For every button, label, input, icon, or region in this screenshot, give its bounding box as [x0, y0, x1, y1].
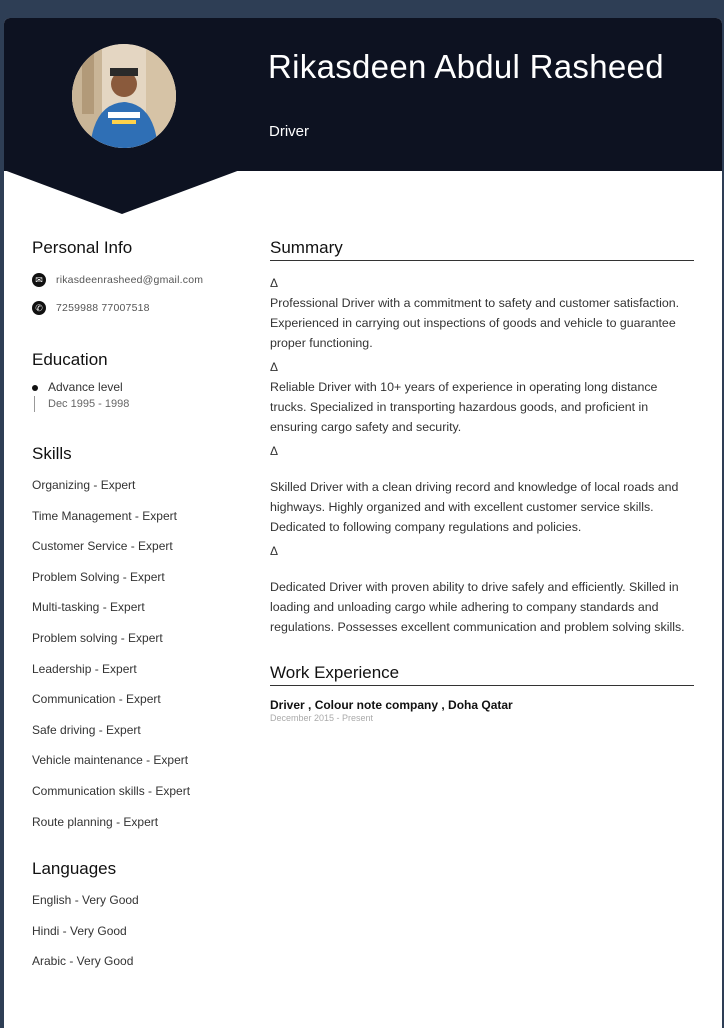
- skill-item: Problem solving - Expert: [32, 630, 163, 645]
- left-column: [32, 238, 242, 981]
- skill-item: Vehicle maintenance - Expert: [32, 753, 189, 768]
- language-item: English - Very Good: [32, 893, 139, 908]
- right-column: [270, 238, 694, 723]
- skills-title: Skills: [32, 444, 72, 463]
- skill-item: Safe driving - Expert: [32, 722, 141, 737]
- skill-item: Multi-tasking - Expert: [32, 600, 145, 615]
- education-name: Advance level: [48, 380, 123, 394]
- phone-icon: ✆: [32, 301, 46, 315]
- candidate-role: Driver: [269, 123, 309, 140]
- resume-page: [4, 18, 722, 1028]
- summary-mark: Δ: [270, 276, 279, 290]
- summary-paragraph: Professional Driver with a commitment to safety and customer satisfaction. Experienced in carrying out inspections of goods and vehicle to guarantee proper functioning.: [270, 296, 680, 350]
- skill-item: Organizing - Expert: [32, 478, 136, 492]
- email-icon: ✉: [32, 273, 46, 287]
- skill-item: Problem Solving - Expert: [32, 569, 165, 584]
- header-chevron: [4, 170, 240, 214]
- job-title: Driver , Colour note company , Doha Qatar: [270, 698, 513, 712]
- job-dates: December 2015 - Present: [270, 713, 374, 723]
- summary-mark: Δ: [270, 544, 279, 558]
- education-item: [32, 380, 242, 414]
- work-experience-title: Work Experience: [270, 663, 694, 686]
- email-text: rikasdeenrasheed@gmail.com: [56, 274, 204, 286]
- education-title: Education: [32, 350, 108, 369]
- summary-mark: Δ: [270, 444, 279, 458]
- skill-item: Communication skills - Expert: [32, 783, 191, 798]
- skill-item: Route planning - Expert: [32, 814, 159, 829]
- language-item: Hindi - Very Good: [32, 923, 127, 938]
- languages-title: Languages: [32, 859, 117, 879]
- header-banner: [4, 18, 722, 171]
- education-dates: Dec 1995 - 1998: [48, 398, 130, 410]
- summary-paragraph: Skilled Driver with a clean driving record and knowledge of local roads and highways. Highly organized and with excellent customer service skills. Dedicated to following company regulations and policies.: [270, 480, 679, 534]
- summary-mark: Δ: [270, 360, 279, 374]
- bullet-icon: [32, 385, 38, 391]
- spacer: [270, 461, 694, 477]
- skill-item: Customer Service - Expert: [32, 539, 173, 554]
- spacer: [270, 561, 694, 577]
- candidate-name: Rikasdeen Abdul Rasheed: [268, 48, 664, 85]
- summary-paragraph: Dedicated Driver with proven ability to drive safely and efficiently. Skilled in loading and unloading cargo while adhering to company standards and regulations. Possesses excellent communication and problem solving skills.: [270, 580, 685, 634]
- phone-row: [32, 296, 242, 320]
- personal-info-title: Personal Info: [32, 238, 133, 257]
- email-row: [32, 268, 242, 292]
- language-item: Arabic - Very Good: [32, 954, 134, 969]
- summary-title: Summary: [270, 238, 694, 261]
- skill-item: Time Management - Expert: [32, 508, 177, 523]
- timeline-line: [34, 396, 35, 412]
- profile-photo: [72, 44, 176, 148]
- summary-paragraph: Reliable Driver with 10+ years of experience in operating long distance trucks. Specialized in transporting hazardous goods, and proficient in ensuring cargo safety and security.: [270, 380, 658, 434]
- skill-item: Leadership - Expert: [32, 661, 137, 676]
- phone-text: 7259988 77007518: [56, 302, 150, 314]
- skill-item: Communication - Expert: [32, 692, 161, 707]
